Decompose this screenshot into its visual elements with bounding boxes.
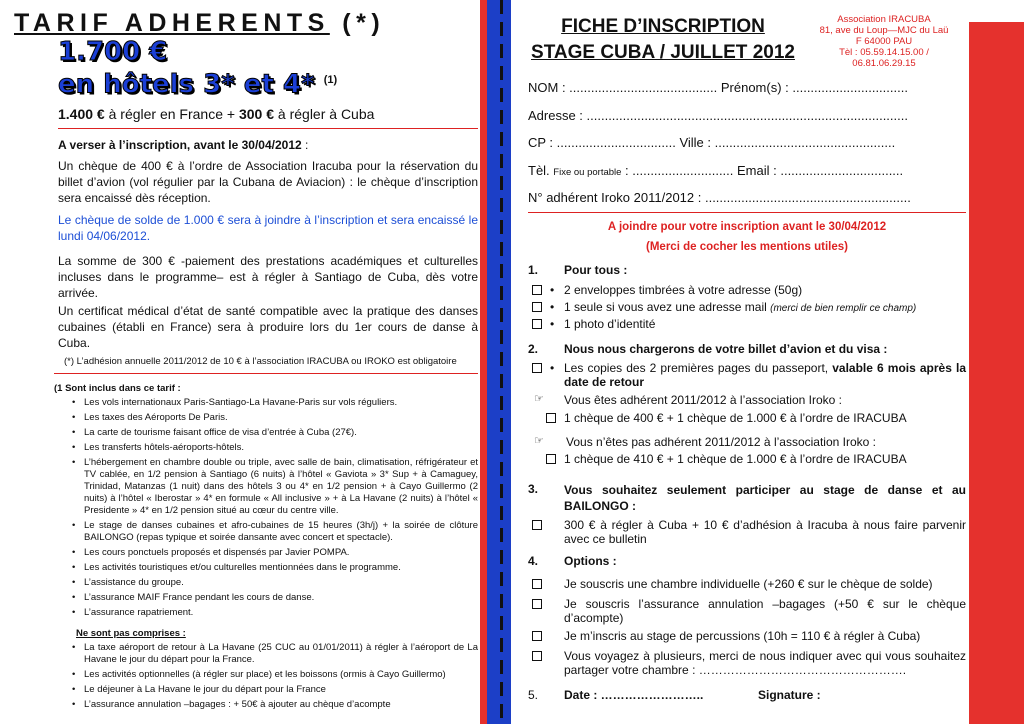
- list-item: • Les transferts hôtels-aéroports-hôtels.: [72, 442, 478, 454]
- tarif-panel: [14, 8, 478, 711]
- non-comprises-list: [72, 642, 478, 711]
- list-item: • L’assurance rapatriement.: [72, 607, 478, 619]
- checkbox[interactable]: [532, 520, 542, 530]
- red-stripe-right: [969, 22, 1024, 724]
- divider: [58, 128, 478, 129]
- red-stripe-left: [480, 0, 487, 724]
- tarif-title: TARIF ADHERENTS (*): [14, 9, 386, 37]
- checkbox[interactable]: [532, 599, 542, 609]
- adherent-field[interactable]: N° adhérent Iroko 2011/2012 : .........................................................: [528, 190, 911, 205]
- checkbox-row[interactable]: 300 € à régler à Cuba + 10 € d’adhésion à Iracuba à nous faire parvenir avec ce bulletin: [528, 518, 966, 548]
- form-title: FICHE D’INSCRIPTION STAGE CUBA / JUILLET 2012: [531, 16, 795, 63]
- checkbox[interactable]: [532, 319, 542, 329]
- list-item: • Les activités touristiques et/ou culturelles mentionnées dans le programme.: [72, 562, 478, 574]
- pointing-hand-icon: ☞: [534, 435, 544, 447]
- inclus-heading: (1 Sont inclus dans ce tarif :: [54, 382, 181, 394]
- list-item: • L’assurance MAIF France pendant les cours de danse.: [72, 592, 478, 604]
- adhesion-note: (*) L’adhésion annuelle 2011/2012 de 10 € à l’association IRACUBA ou IROKO est obligatoire: [64, 355, 457, 367]
- checkbox-row[interactable]: Vous voyagez à plusieurs, merci de nous indiquer avec qui vous souhaitez partager votre chambre : …………………………………………….: [528, 649, 966, 679]
- section-4-heading: 4. Options :: [528, 554, 617, 568]
- fold-dash-line: [500, 0, 503, 724]
- section-1-heading: 1. Pour tous :: [528, 263, 628, 277]
- checkbox-row[interactable]: Je souscris l’assurance annulation –bagages (+50 € sur le chèque d’acompte): [528, 597, 966, 627]
- price-split: 1.400 € à régler en France + 300 € à régler à Cuba: [58, 105, 375, 122]
- checkbox[interactable]: [532, 579, 542, 589]
- list-item: • L’assistance du groupe.: [72, 577, 478, 589]
- pointing-hand-icon: ☞: [534, 393, 544, 405]
- non-comprises-heading: Ne sont pas comprises :: [76, 627, 186, 639]
- adresse-field[interactable]: Adresse : .........................................................................................: [528, 108, 908, 123]
- list-item: • Le stage de danses cubaines et afro-cubaines de 15 heures (3h/j) + la soirée de clôture BAILONGO (repas typique et soirée dansante avec concert et spectacle).: [72, 520, 478, 544]
- checkbox[interactable]: [532, 285, 542, 295]
- paragraph-solde: Le chèque de solde de 1.000 € sera à joindre à l’inscription et sera encaissé le lundi 04/06/2012.: [58, 212, 478, 243]
- association-address: Association IRACUBA 81, ave du Loup—MJC du Laü F 64000 PAU Tèl : 05.59.14.15.00 / 06.81.06.29.15: [819, 14, 949, 69]
- tel-email-field[interactable]: Tèl. Fixe ou portable : ............................ Email : ..................................: [528, 163, 904, 178]
- list-item: • La carte de tourisme faisant office de visa d’entrée à Cuba (27€).: [72, 427, 478, 439]
- list-item: • Les activités optionnelles (à régler sur place) et les boissons (ormis à Cayo Guillermo): [72, 669, 478, 681]
- list-item: • Les taxes des Aéroports De Paris.: [72, 412, 478, 424]
- nom-field[interactable]: NOM : ......................................... Prénom(s) : ................................: [528, 80, 908, 95]
- divider: [528, 212, 966, 213]
- paragraph-somme: La somme de 300 € -paiement des prestations académiques et culturelles incluses dans le programme– est à régler à Santiago de Cuba, dès votre arrivée.: [58, 253, 478, 300]
- list-item: • L’assurance annulation –bagages : + 50€ à ajouter au chèque d’acompte: [72, 699, 478, 711]
- hotels-label: en hôtels 3* et 4* $^{(1)}$: [58, 69, 338, 100]
- checkbox[interactable]: [532, 302, 542, 312]
- inclus-list: [72, 397, 478, 619]
- paragraph-cheque: Un chèque de 400 € à l’ordre de Association Iracuba pour la réservation du billet d’avion (vol régulier par la Cubana de Aviacion) : le chèque d’inscription sera encaissé dès réception.: [58, 158, 478, 205]
- signature-field[interactable]: Signature :: [758, 688, 821, 702]
- section-2-heading: 2. Nous nous chargerons de votre billet d’avion et du visa :: [528, 342, 888, 356]
- list-item: • Le déjeuner à La Havane le jour du départ pour la France: [72, 684, 478, 696]
- checkbox-row[interactable]: • Les copies des 2 premières pages du passeport, valable 6 mois après la date de retour: [528, 361, 966, 391]
- blue-stripe: [487, 0, 511, 724]
- checkbox[interactable]: [546, 454, 556, 464]
- checkbox[interactable]: [532, 631, 542, 641]
- paragraph-certificat: Un certificat médical d’état de santé compatible avec la pratique des danses cubaines (établi en France) sera à produire lors du 1er cours de danse à Cuba.: [58, 303, 478, 350]
- list-item: • Les cours ponctuels proposés et dispensés par Javier POMPA.: [72, 547, 478, 559]
- verser-heading: A verser à l’inscription, avant le 30/04/2012 :: [58, 137, 309, 152]
- list-item: • La taxe aéroport de retour à La Havane (25 CUC au 01/01/2011) à régler à l’aéroport de La Havane le jour du départ pour la France.: [72, 642, 478, 666]
- cp-ville-field[interactable]: CP : ................................. Ville : ..................................................: [528, 135, 896, 150]
- price-total: 1.700 €: [58, 37, 168, 67]
- list-item: • L’hébergement en chambre double ou triple, avec salle de bain, climatisation, réfrigérateur et TV cablée, en 1/2 pension à Santiago (6 nuits) à l’hôtel « Gaviota » 3* Sup + à Camaguey, Trinidad, Matanzas (1 nuit) dans des hôtels 3 ou 4* en 1/2 pension + à Cayo Guillermo (2 nuits) à l’hôtel « Iberostar » 4* en formule « All inclusive » + à La Havane (2 nuits) à l’hôtel « Presidente » 4* en 1/2 pension situé au cœur du centre ville.: [72, 457, 478, 517]
- divider: [54, 373, 478, 374]
- checkbox[interactable]: [546, 413, 556, 423]
- joindre-subheading: (Merci de cocher les mentions utiles): [646, 241, 848, 253]
- date-field[interactable]: Date : ……………………..: [564, 688, 704, 702]
- checkbox[interactable]: [532, 363, 542, 373]
- joindre-heading: A joindre pour votre inscription avant le 30/04/2012: [607, 221, 887, 233]
- section-3-heading: 3. Vous souhaitez seulement participer au stage de danse et au BAILONGO :: [528, 482, 966, 513]
- list-item: • Les vols internationaux Paris-Santiago-La Havane-Paris sur vols réguliers.: [72, 397, 478, 409]
- checkbox[interactable]: [532, 651, 542, 661]
